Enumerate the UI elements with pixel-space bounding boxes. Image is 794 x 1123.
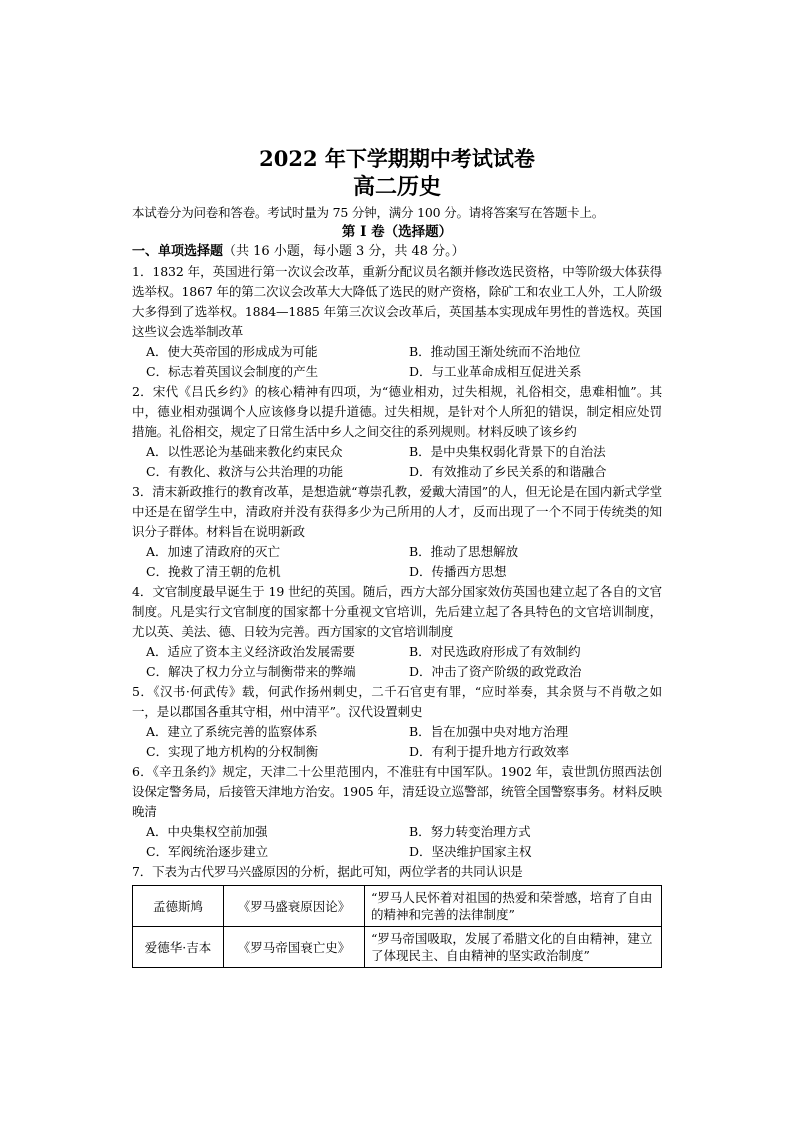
option-list	[132, 542, 662, 582]
part-heading: 第 I 卷（选择题）	[341, 224, 453, 240]
option-d: D．与工业革命成相互促进关系	[409, 364, 582, 379]
question-4	[132, 582, 662, 682]
option-list	[132, 822, 662, 862]
question-stem: 1．1832 年，英国进行第一次议会改革，重新分配议员名额并修改选民资格，中等阶级大体获得选举权。1867 年的第二次议会改革大大降低了选民的财产资格，除矿工和农业工人外，工人阶级大多得到了选举权。1884—1885 年第三次议会改革后，英国基本实现成年男性的普选权。英国这些议会选举制改革	[132, 264, 662, 339]
exam-instructions: 本试卷分为问卷和答卷。考试时量为 75 分钟，满分 100 分。请将答案写在答题卡上。	[132, 205, 605, 220]
option-list	[132, 722, 662, 762]
option-b: B．是中央集权弱化背景下的自治法	[409, 444, 606, 459]
question-3	[132, 482, 662, 582]
option-a: A．加速了清政府的灭亡	[146, 544, 281, 559]
option-d: D．冲击了资产阶级的政党政治	[409, 664, 582, 679]
option-c: C．实现了地方机构的分权制衡	[146, 744, 319, 759]
option-b: B．推动了思想解放	[409, 544, 519, 559]
option-a: A．适应了资本主义经济政治发展需要	[146, 644, 356, 659]
option-d: D．传播西方思想	[409, 564, 507, 579]
scholar-cell: 爱德华·吉本	[133, 927, 224, 968]
table-row	[133, 927, 662, 968]
source-table	[132, 885, 662, 968]
question-stem: 4．文官制度最早诞生于 19 世纪的英国。随后，西方大部分国家效仿英国也建立起了各自的文官制度。凡是实行文官制度的国家都十分重视文官培训，先后建立起了各具特色的文官培训制度，尤以英、美法、德、日较为完善。西方国家的文官培训制度	[132, 584, 662, 639]
option-b: B．努力转变治理方式	[409, 824, 531, 839]
option-c: C．挽救了清王朝的危机	[146, 564, 281, 579]
exam-title: 2022 年下学期期中考试试卷	[259, 146, 535, 171]
question-1	[132, 262, 662, 382]
section-name: 一、单项选择题	[132, 244, 224, 259]
question-stem: 5．《汉书·何武传》载，何武作扬州刺史，二千石官吏有罪，“应时举奏，其余贤与不肖敬之如一，是以郡国各重其守相，州中清平”。汉代设置刺史	[132, 684, 662, 719]
question-stem: 3．清末新政推行的教育改革，是想造就“尊崇孔教，爱戴大清国”的人，但无论是在国内新式学堂中还是在留学生中，清政府并没有获得多少为己所用的人才，反而出现了一个不同于传统类的知识分子群体。材料旨在说明新政	[132, 484, 662, 539]
quote-cell: “罗马人民怀着对祖国的热爱和荣誉感，培育了自由的精神和完善的法律制度”	[365, 886, 662, 927]
option-list	[132, 642, 662, 682]
option-a: A．使大英帝国的形成成为可能	[146, 344, 318, 359]
option-c: C．解决了权力分立与制衡带来的弊端	[146, 664, 356, 679]
option-c: C．军阀统治逐步建立	[146, 844, 269, 859]
work-cell: 《罗马帝国衰亡史》	[224, 927, 365, 968]
section-note: （共 16 小题，每小题 3 分，共 48 分。）	[223, 244, 465, 259]
section-heading	[132, 242, 662, 262]
option-d: D．坚决维护国家主权	[409, 844, 532, 859]
question-stem: 2．宋代《吕氏乡约》的核心精神有四项，为“德业相劝，过失相规，礼俗相交，患难相恤”。其中，德业相劝强调个人应该修身以提升道德。过失相规，是针对个人所犯的错误，制定相应处罚措施。礼俗相交，规定了日常生活中乡人之间交往的系列规则。材料反映了该乡约	[132, 384, 662, 439]
question-2	[132, 382, 662, 482]
question-7	[132, 862, 662, 968]
scholar-cell: 孟德斯鸠	[133, 886, 224, 927]
work-cell: 《罗马盛衰原因论》	[224, 886, 365, 927]
option-a: A．中央集权空前加强	[146, 824, 268, 839]
question-6	[132, 762, 662, 862]
option-a: A．以性恶论为基础来教化约束民众	[146, 444, 343, 459]
option-b: B．推动国王渐处统而不治地位	[409, 344, 581, 359]
table-row	[133, 886, 662, 927]
option-c: C．标志着英国议会制度的产生	[146, 364, 319, 379]
option-c: C．有教化、救济与公共治理的功能	[146, 464, 344, 479]
question-5	[132, 682, 662, 762]
quote-cell: “罗马帝国吸取，发展了希腊文化的自由精神，建立了体现民主、自由精神的坚实政治制度”	[365, 927, 662, 968]
question-stem: 7．下表为古代罗马兴盛原因的分析，据此可知，两位学者的共同认识是	[132, 864, 523, 879]
question-stem: 6．《辛丑条约》规定，天津二十公里范围内，不准驻有中国军队。1902 年，袁世凯仿照西法创设保定警务局，后接管天津地方治安。1905 年，清廷设立巡警部，统管全国警察事务。材料反映晚清	[132, 764, 662, 819]
option-b: B．对民选政府形成了有效制约	[409, 644, 581, 659]
exam-page	[132, 145, 662, 968]
option-d: D．有利于提升地方行政效率	[409, 744, 570, 759]
option-list	[132, 442, 662, 482]
option-list	[132, 342, 662, 382]
option-a: A．建立了系统完善的监察体系	[146, 724, 318, 739]
option-b: B．旨在加强中央对地方治理	[409, 724, 569, 739]
option-d: D．有效推动了乡民关系的和谐融合	[409, 464, 607, 479]
exam-subtitle: 高二历史	[352, 174, 441, 200]
